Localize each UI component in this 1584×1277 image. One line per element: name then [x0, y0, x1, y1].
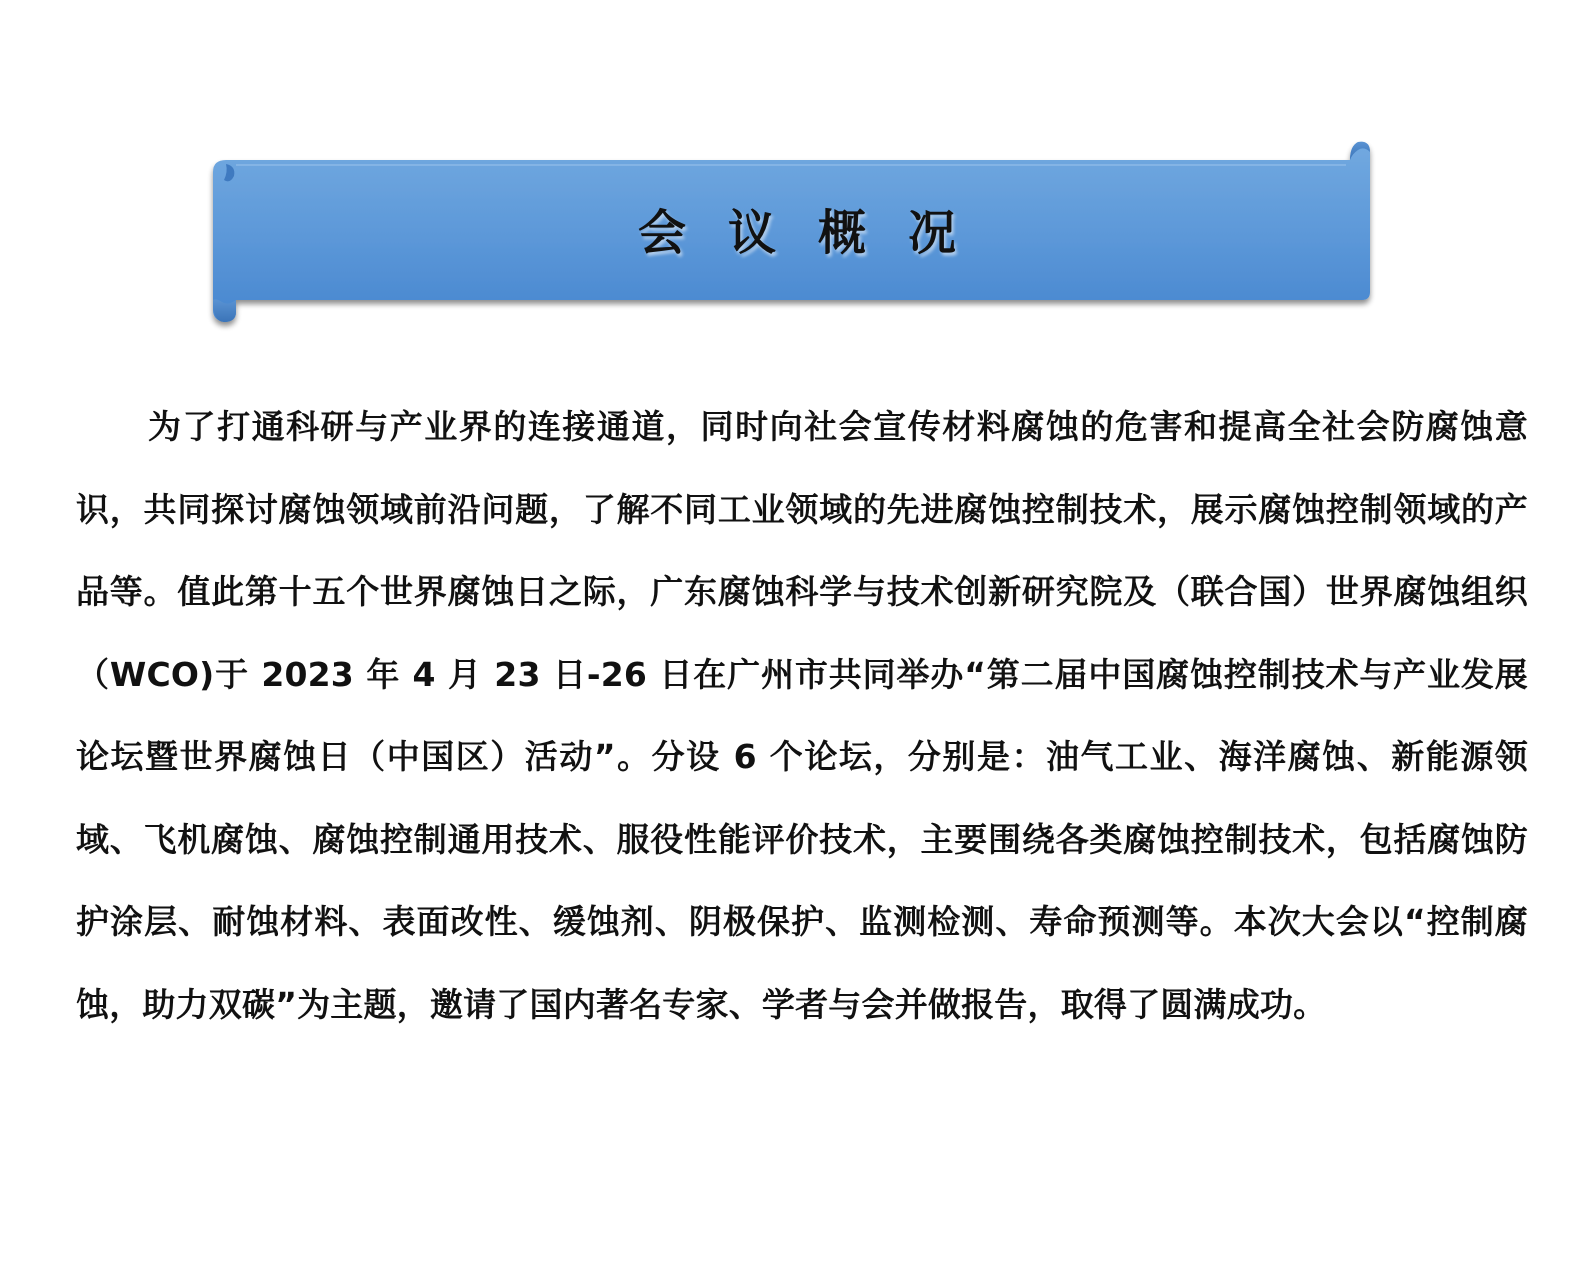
page-title: 会议概况 — [637, 205, 998, 261]
title-banner — [0, 0, 1584, 360]
scroll-banner-shape — [0, 0, 1584, 360]
body-paragraph: 为了打通科研与产业界的连接通道，同时向社会宣传材料腐蚀的危害和提高全社会防腐蚀意识，共同探讨腐蚀领域前沿问题，了解不同工业领域的先进腐蚀控制技术，展示腐蚀控制领域的产品等。值此第十五个世界腐蚀日之际，广东腐蚀科学与技术创新研究院及（联合国）世界腐蚀组织（WCO)于 2023 年 4 月 23 日-26 日在广州市共同举办“第二届中国腐蚀控制技术与产业发展论坛暨世界腐蚀日（中国区）活动”。分设 6 个论坛，分别是：油气工业、海洋腐蚀、新能源领域、飞机腐蚀、腐蚀控制通用技术、服役性能评价技术，主要围绕各类腐蚀控制技术，包括腐蚀防护涂层、耐蚀材料、表面改性、缓蚀剂、阴极保护、监测检测、寿命预测等。本次大会以“控制腐蚀，助力双碳”为主题，邀请了国内著名专家、学者与会并做报告，取得了圆满成功。 — [76, 407, 1528, 1024]
